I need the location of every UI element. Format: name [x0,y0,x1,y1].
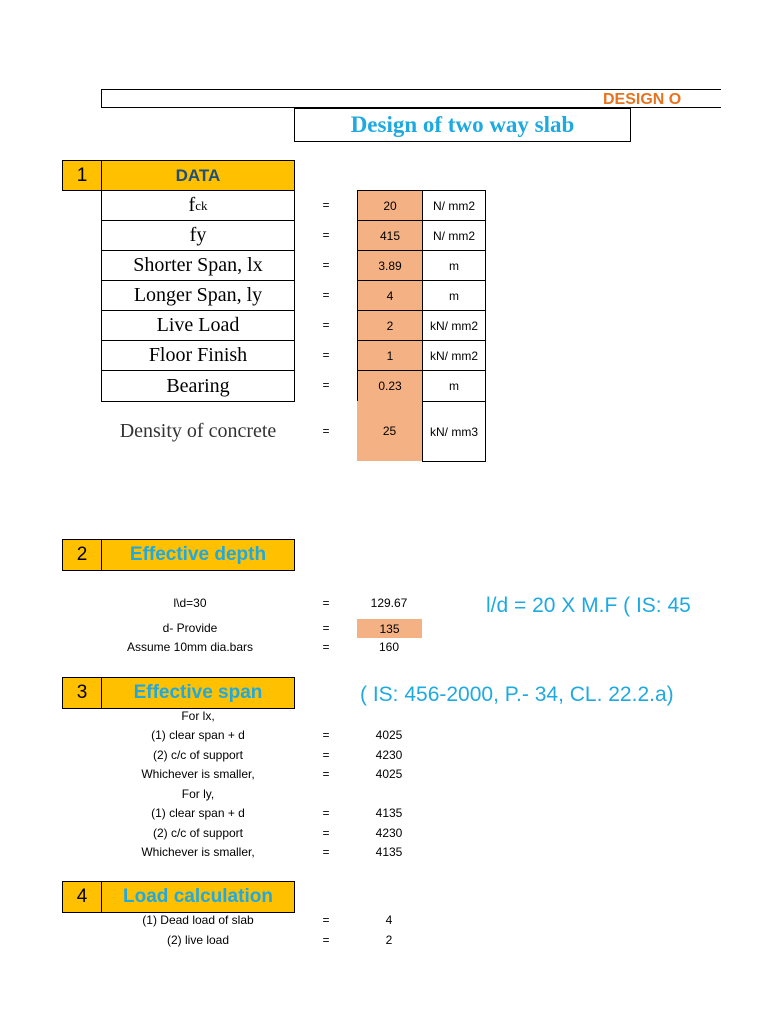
row-label: Assume 10mm dia.bars [126,640,254,654]
data-row-eq: = [322,424,330,438]
data-row-eq: = [322,258,330,272]
fck-label: f [188,194,196,216]
data-row-unit: m [422,250,486,281]
row-label: (2) c/c of support [152,826,244,840]
row-label: (2) c/c of support [152,748,244,762]
data-row-unit: m [422,280,486,311]
data-row-label: Bearing [101,370,295,402]
row-value: 129.67 [370,596,408,610]
row-label: (2) live load [166,933,230,947]
row-eq: = [322,933,330,947]
data-row-value[interactable]: 0.23 [357,370,423,402]
data-row-value[interactable]: 25 [357,401,422,461]
data-row-label: Longer Span, ly [101,280,295,311]
data-row-label: Density of concrete [119,419,277,442]
data-row-label: fy [101,220,295,251]
row-value: 4025 [375,767,403,781]
section3-number: 3 [62,677,102,709]
section1-title: DATA [101,160,295,191]
section3-note: ( IS: 456-2000, P.- 34, CL. 22.2.a) [360,683,674,706]
section2-title: Effective depth [101,539,295,571]
row-eq: = [322,748,330,762]
row-value: 4230 [375,826,403,840]
data-row-eq: = [322,198,330,212]
row-label: For ly, [181,787,215,801]
data-row-unit: N/ mm2 [422,220,486,251]
data-row-label: Shorter Span, lx [101,250,295,281]
title-box [294,108,631,142]
row-label: d- Provide [162,621,218,635]
row-label: (1) Dead load of slab [142,913,254,927]
d-provide-value[interactable]: 135 [357,619,422,638]
section4-title: Load calculation [101,881,295,913]
data-row-label: Live Load [101,310,295,341]
data-row-value[interactable]: 4 [357,280,423,311]
data-row-unit: kN/ mm2 [422,310,486,341]
row-label: Whichever is smaller, [141,767,255,781]
data-row-eq: = [322,318,330,332]
row-value: 4135 [375,806,403,820]
data-row-eq: = [322,378,330,392]
data-row-unit: m [422,370,486,402]
data-row-value[interactable]: 3.89 [357,250,423,281]
data-row-eq: = [322,288,330,302]
page-title: Design of two way slab [350,112,575,137]
row-eq: = [322,826,330,840]
row-eq: = [322,728,330,742]
row-eq: = [322,806,330,820]
data-row-label [101,190,295,221]
row-label: (1) clear span + d [151,728,245,742]
row-value: 4135 [375,845,403,859]
row-label: (1) clear span + d [151,806,245,820]
data-row-label: Floor Finish [101,340,295,371]
data-row-eq: = [322,228,330,242]
row-eq: = [322,621,330,635]
section2-number: 2 [62,539,102,571]
data-row-value[interactable]: 415 [357,220,423,251]
row-value: 160 [378,640,400,654]
section2-note: l/d = 20 X M.F ( IS: 45 [486,594,691,617]
row-eq: = [322,640,330,654]
section3-title: Effective span [101,677,295,709]
row-label: Whichever is smaller, [141,845,255,859]
row-value: 4230 [375,748,403,762]
section1-number: 1 [62,160,102,191]
top-banner-box [101,89,721,108]
data-row-unit: N/ mm2 [422,190,486,221]
row-label: l\d=30 [173,596,207,610]
data-row-unit: kN/ mm3 [422,401,486,462]
row-value: 4025 [375,728,403,742]
row-eq: = [322,767,330,781]
row-value: 2 [385,933,393,947]
row-label: For lx, [181,709,215,723]
data-row-eq: = [322,348,330,362]
fck-subscript: ck [195,197,208,213]
data-row-unit: kN/ mm2 [422,340,486,371]
data-row-value[interactable]: 1 [357,340,423,371]
row-value: 4 [385,913,393,927]
data-row-value[interactable]: 20 [357,190,423,221]
row-eq: = [322,845,330,859]
banner-text: DESIGN O [603,91,682,108]
row-eq: = [322,596,330,610]
section4-number: 4 [62,881,102,913]
data-row-value[interactable]: 2 [357,310,423,341]
row-eq: = [322,913,330,927]
